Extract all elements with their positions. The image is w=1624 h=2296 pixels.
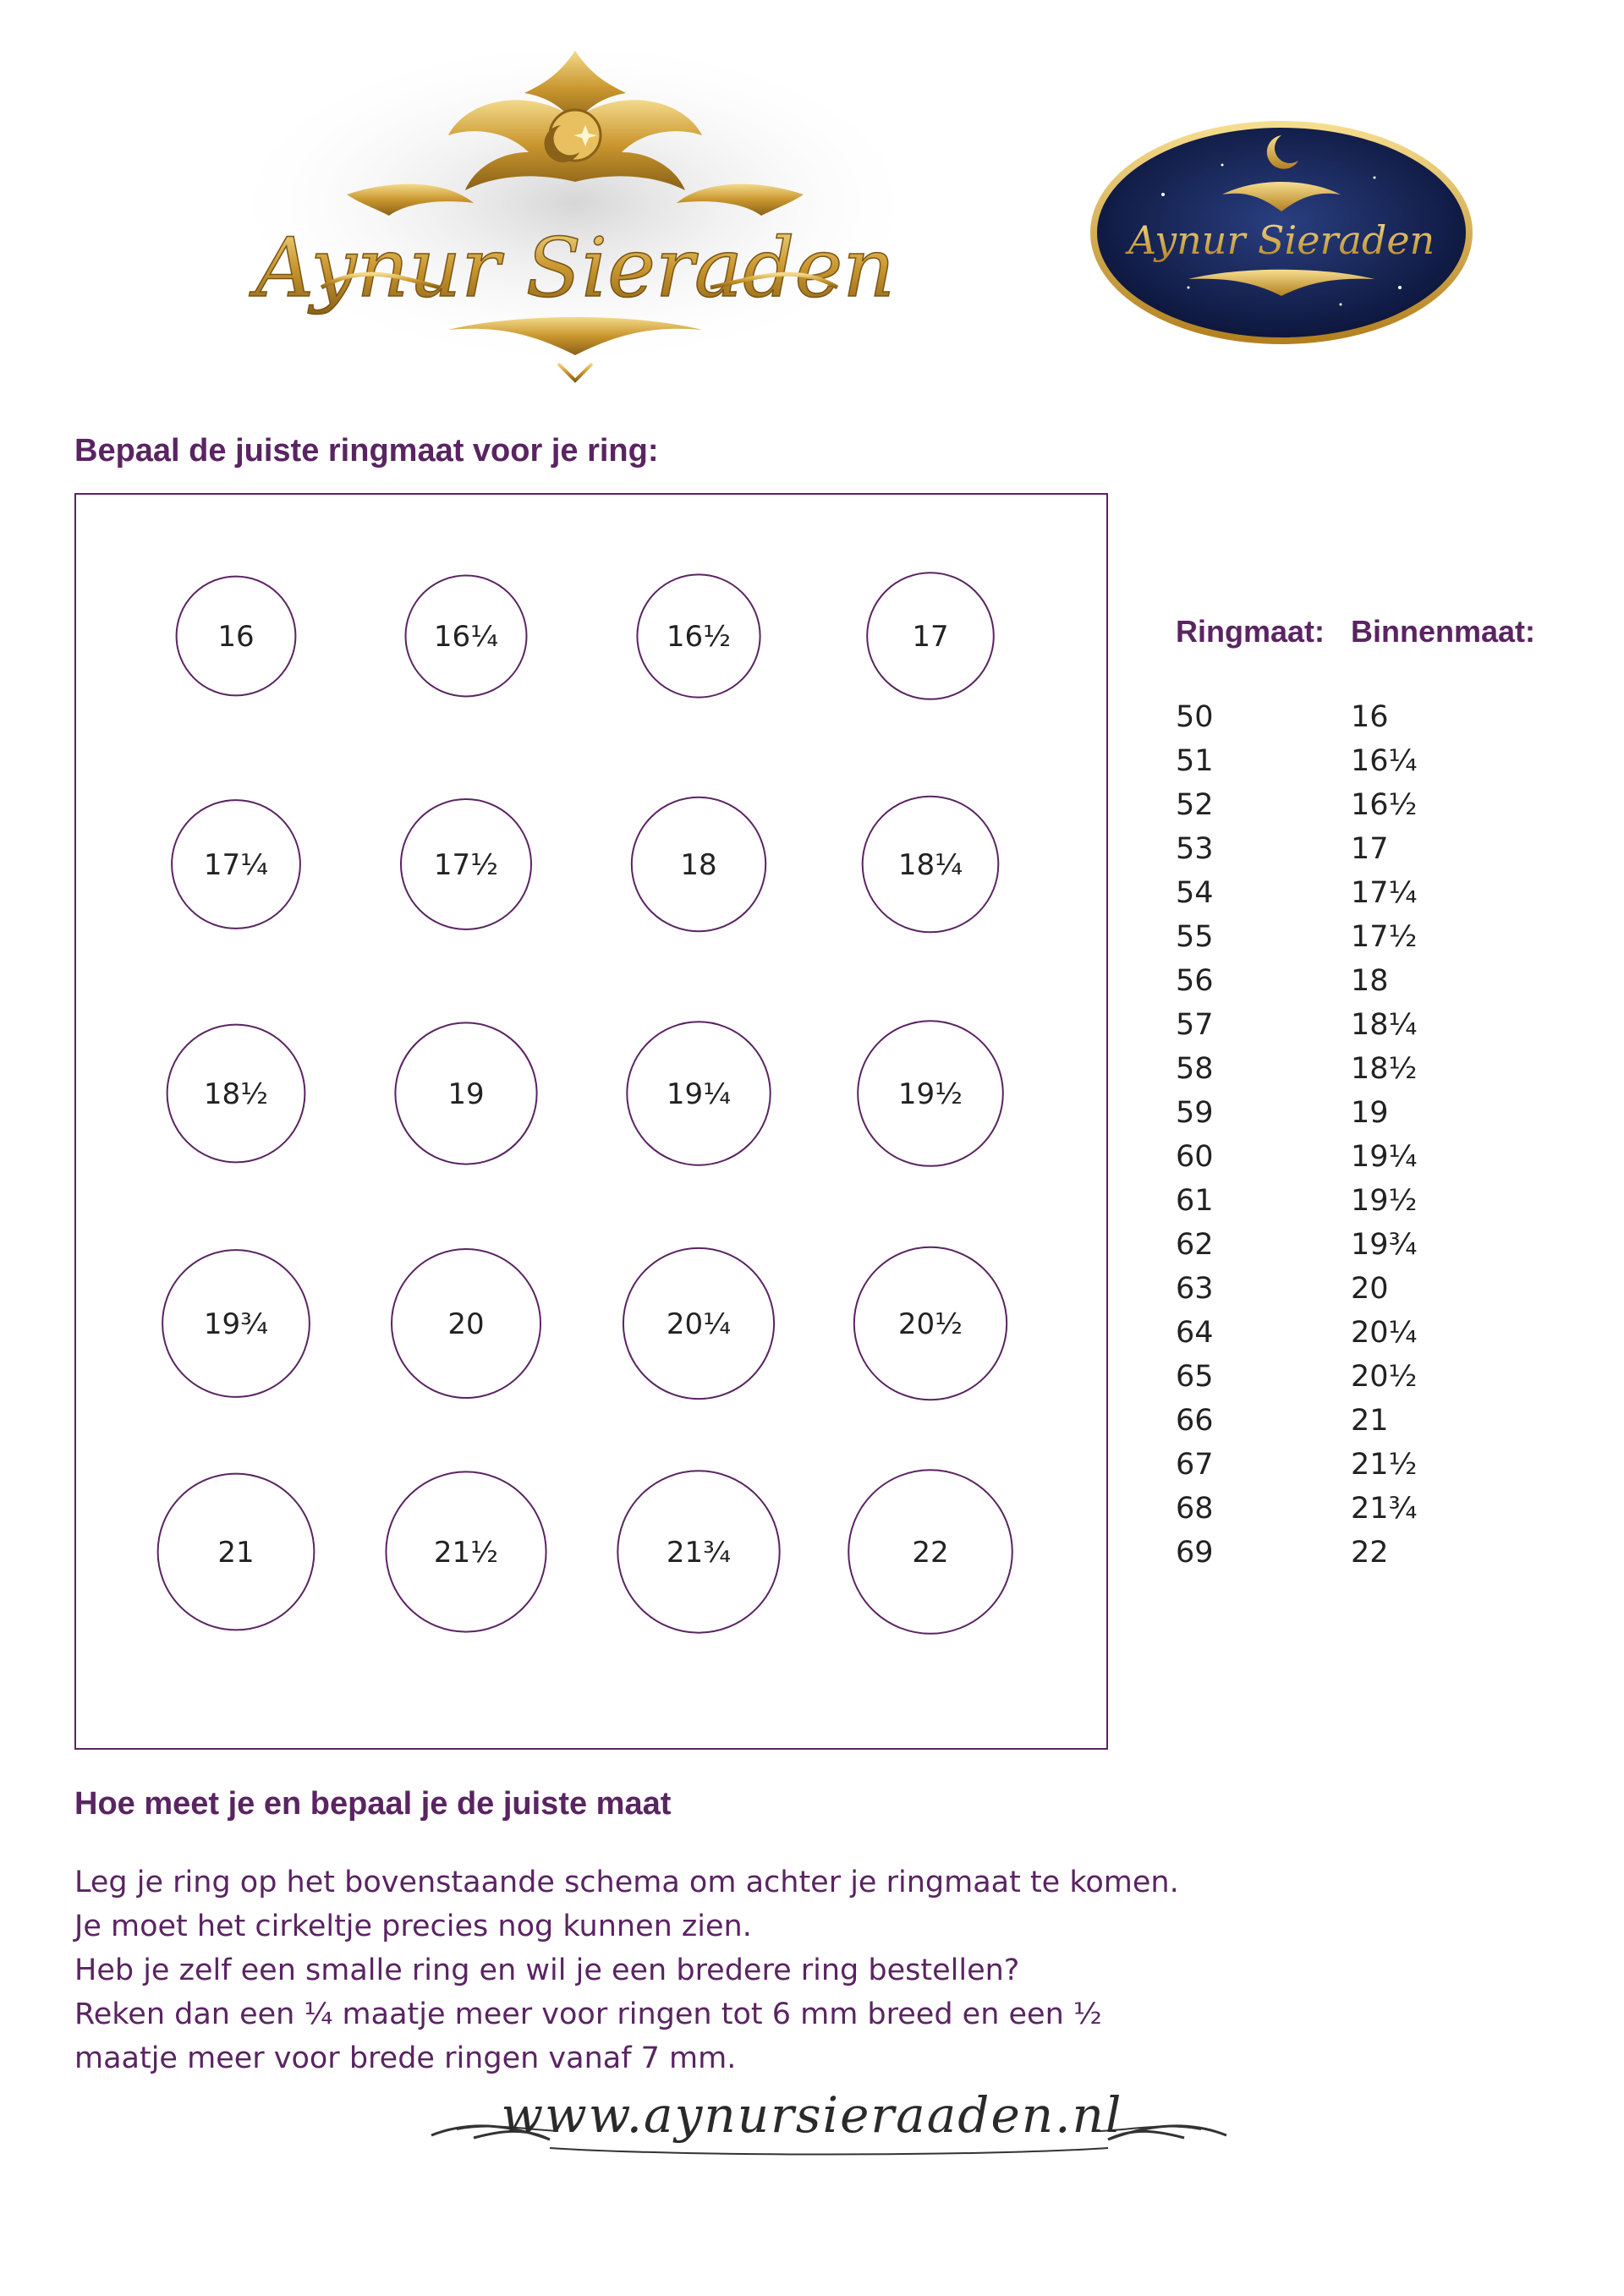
ring-size-label: 17 xyxy=(912,620,949,654)
table-cell-binnenmaat: 22 xyxy=(1351,1536,1389,1570)
table-header-binnenmaat: Binnenmaat: xyxy=(1351,614,1536,649)
ring-circles-svg xyxy=(76,495,1106,1748)
ring-size-label: 16¼ xyxy=(433,620,499,654)
instruction-line: Heb je zelf een smalle ring en wil je een bredere ring bestellen? xyxy=(74,1954,1020,1987)
table-cell-binnenmaat: 20¼ xyxy=(1351,1316,1418,1350)
table-cell-binnenmaat: 16 xyxy=(1351,700,1389,734)
table-cell-binnenmaat: 19½ xyxy=(1351,1184,1418,1218)
table-cell-ringmaat: 65 xyxy=(1176,1360,1214,1394)
ring-size-label: 18 xyxy=(680,848,717,882)
instruction-line: maatje meer voor brede ringen vanaf 7 mm. xyxy=(74,2041,737,2075)
ring-size-label: 22 xyxy=(912,1536,949,1570)
table-cell-ringmaat: 53 xyxy=(1176,832,1214,866)
table-cell-ringmaat: 63 xyxy=(1176,1272,1214,1306)
table-header-ringmaat: Ringmaat: xyxy=(1176,614,1325,649)
table-cell-ringmaat: 61 xyxy=(1176,1184,1214,1218)
table-cell-ringmaat: 67 xyxy=(1176,1448,1214,1482)
ring-size-label: 18¼ xyxy=(897,848,963,882)
table-cell-ringmaat: 50 xyxy=(1176,700,1214,734)
ring-size-label: 16 xyxy=(217,620,255,654)
table-cell-ringmaat: 69 xyxy=(1176,1536,1214,1570)
ring-size-label: 21½ xyxy=(433,1536,499,1570)
table-cell-binnenmaat: 16½ xyxy=(1351,788,1418,822)
ring-size-label: 18½ xyxy=(203,1077,269,1111)
table-cell-ringmaat: 54 xyxy=(1176,876,1214,910)
instructions xyxy=(74,1860,1179,2080)
table-cell-ringmaat: 56 xyxy=(1176,964,1214,998)
ring-chart-heading: Bepaal de juiste ringmaat voor je ring: xyxy=(74,433,659,469)
table-cell-binnenmaat: 21½ xyxy=(1351,1448,1418,1482)
ring-size-label: 19½ xyxy=(897,1077,963,1111)
ring-size-label: 20 xyxy=(447,1307,485,1341)
ring-size-label: 19¼ xyxy=(666,1077,732,1111)
table-cell-ringmaat: 57 xyxy=(1176,1008,1214,1042)
table-cell-ringmaat: 64 xyxy=(1176,1316,1214,1350)
instruction-line: Je moet het cirkeltje precies nog kunnen zien. xyxy=(74,1910,752,1943)
table-cell-binnenmaat: 17½ xyxy=(1351,920,1418,954)
table-cell-ringmaat: 51 xyxy=(1176,744,1214,778)
ring-size-label: 16½ xyxy=(666,620,732,654)
table-cell-ringmaat: 62 xyxy=(1176,1228,1214,1262)
ring-size-label: 21¾ xyxy=(666,1536,732,1570)
table-cell-binnenmaat: 16¼ xyxy=(1351,744,1418,778)
table-cell-ringmaat: 52 xyxy=(1176,788,1214,822)
website-url-link[interactable]: www.aynursieraaden.nl xyxy=(501,2086,1123,2144)
table-cell-binnenmaat: 19¼ xyxy=(1351,1140,1418,1174)
table-cell-ringmaat: 59 xyxy=(1176,1096,1214,1130)
instruction-line: Leg je ring op het bovenstaande schema om achter je ringmaat te komen. xyxy=(74,1866,1179,1899)
table-cell-ringmaat: 60 xyxy=(1176,1140,1214,1174)
table-cell-binnenmaat: 18½ xyxy=(1351,1052,1418,1086)
table-cell-binnenmaat: 18 xyxy=(1351,964,1389,998)
table-cell-binnenmaat: 18¼ xyxy=(1351,1008,1418,1042)
table-cell-ringmaat: 68 xyxy=(1176,1492,1214,1526)
ring-size-label: 21 xyxy=(217,1536,255,1570)
ring-size-label: 19¾ xyxy=(203,1307,269,1341)
svg-text:Aynur Sieraden: Aynur Sieraden xyxy=(1127,217,1435,263)
table-cell-binnenmaat: 17¼ xyxy=(1351,876,1418,910)
table-cell-binnenmaat: 19 xyxy=(1351,1096,1389,1130)
instruction-line: Reken dan een ¼ maatje meer voor ringen tot 6 mm breed en een ½ xyxy=(74,1997,1102,2031)
svg-text:Aynur Sieraden: Aynur Sieraden xyxy=(255,221,896,315)
ring-size-chart xyxy=(74,493,1108,1750)
table-cell-binnenmaat: 21¾ xyxy=(1351,1492,1418,1526)
ring-size-label: 19 xyxy=(447,1077,485,1111)
table-cell-binnenmaat: 19¾ xyxy=(1351,1228,1418,1262)
table-cell-ringmaat: 66 xyxy=(1176,1404,1214,1438)
table-cell-binnenmaat: 20 xyxy=(1351,1272,1389,1306)
table-cell-binnenmaat: 17 xyxy=(1351,832,1389,866)
aynur-sieraden-badge-logo xyxy=(1087,118,1476,347)
table-cell-binnenmaat: 21 xyxy=(1351,1404,1389,1438)
ring-size-label: 20½ xyxy=(897,1307,963,1341)
ring-size-label: 17½ xyxy=(433,848,499,882)
table-cell-ringmaat: 55 xyxy=(1176,920,1214,954)
aynur-sieraden-logo xyxy=(195,34,956,406)
howto-heading: Hoe meet je en bepaal je de juiste maat xyxy=(74,1786,672,1822)
ring-size-label: 20¼ xyxy=(666,1307,732,1341)
table-cell-binnenmaat: 20½ xyxy=(1351,1360,1418,1394)
table-cell-ringmaat: 58 xyxy=(1176,1052,1214,1086)
ring-size-label: 17¼ xyxy=(203,848,269,882)
